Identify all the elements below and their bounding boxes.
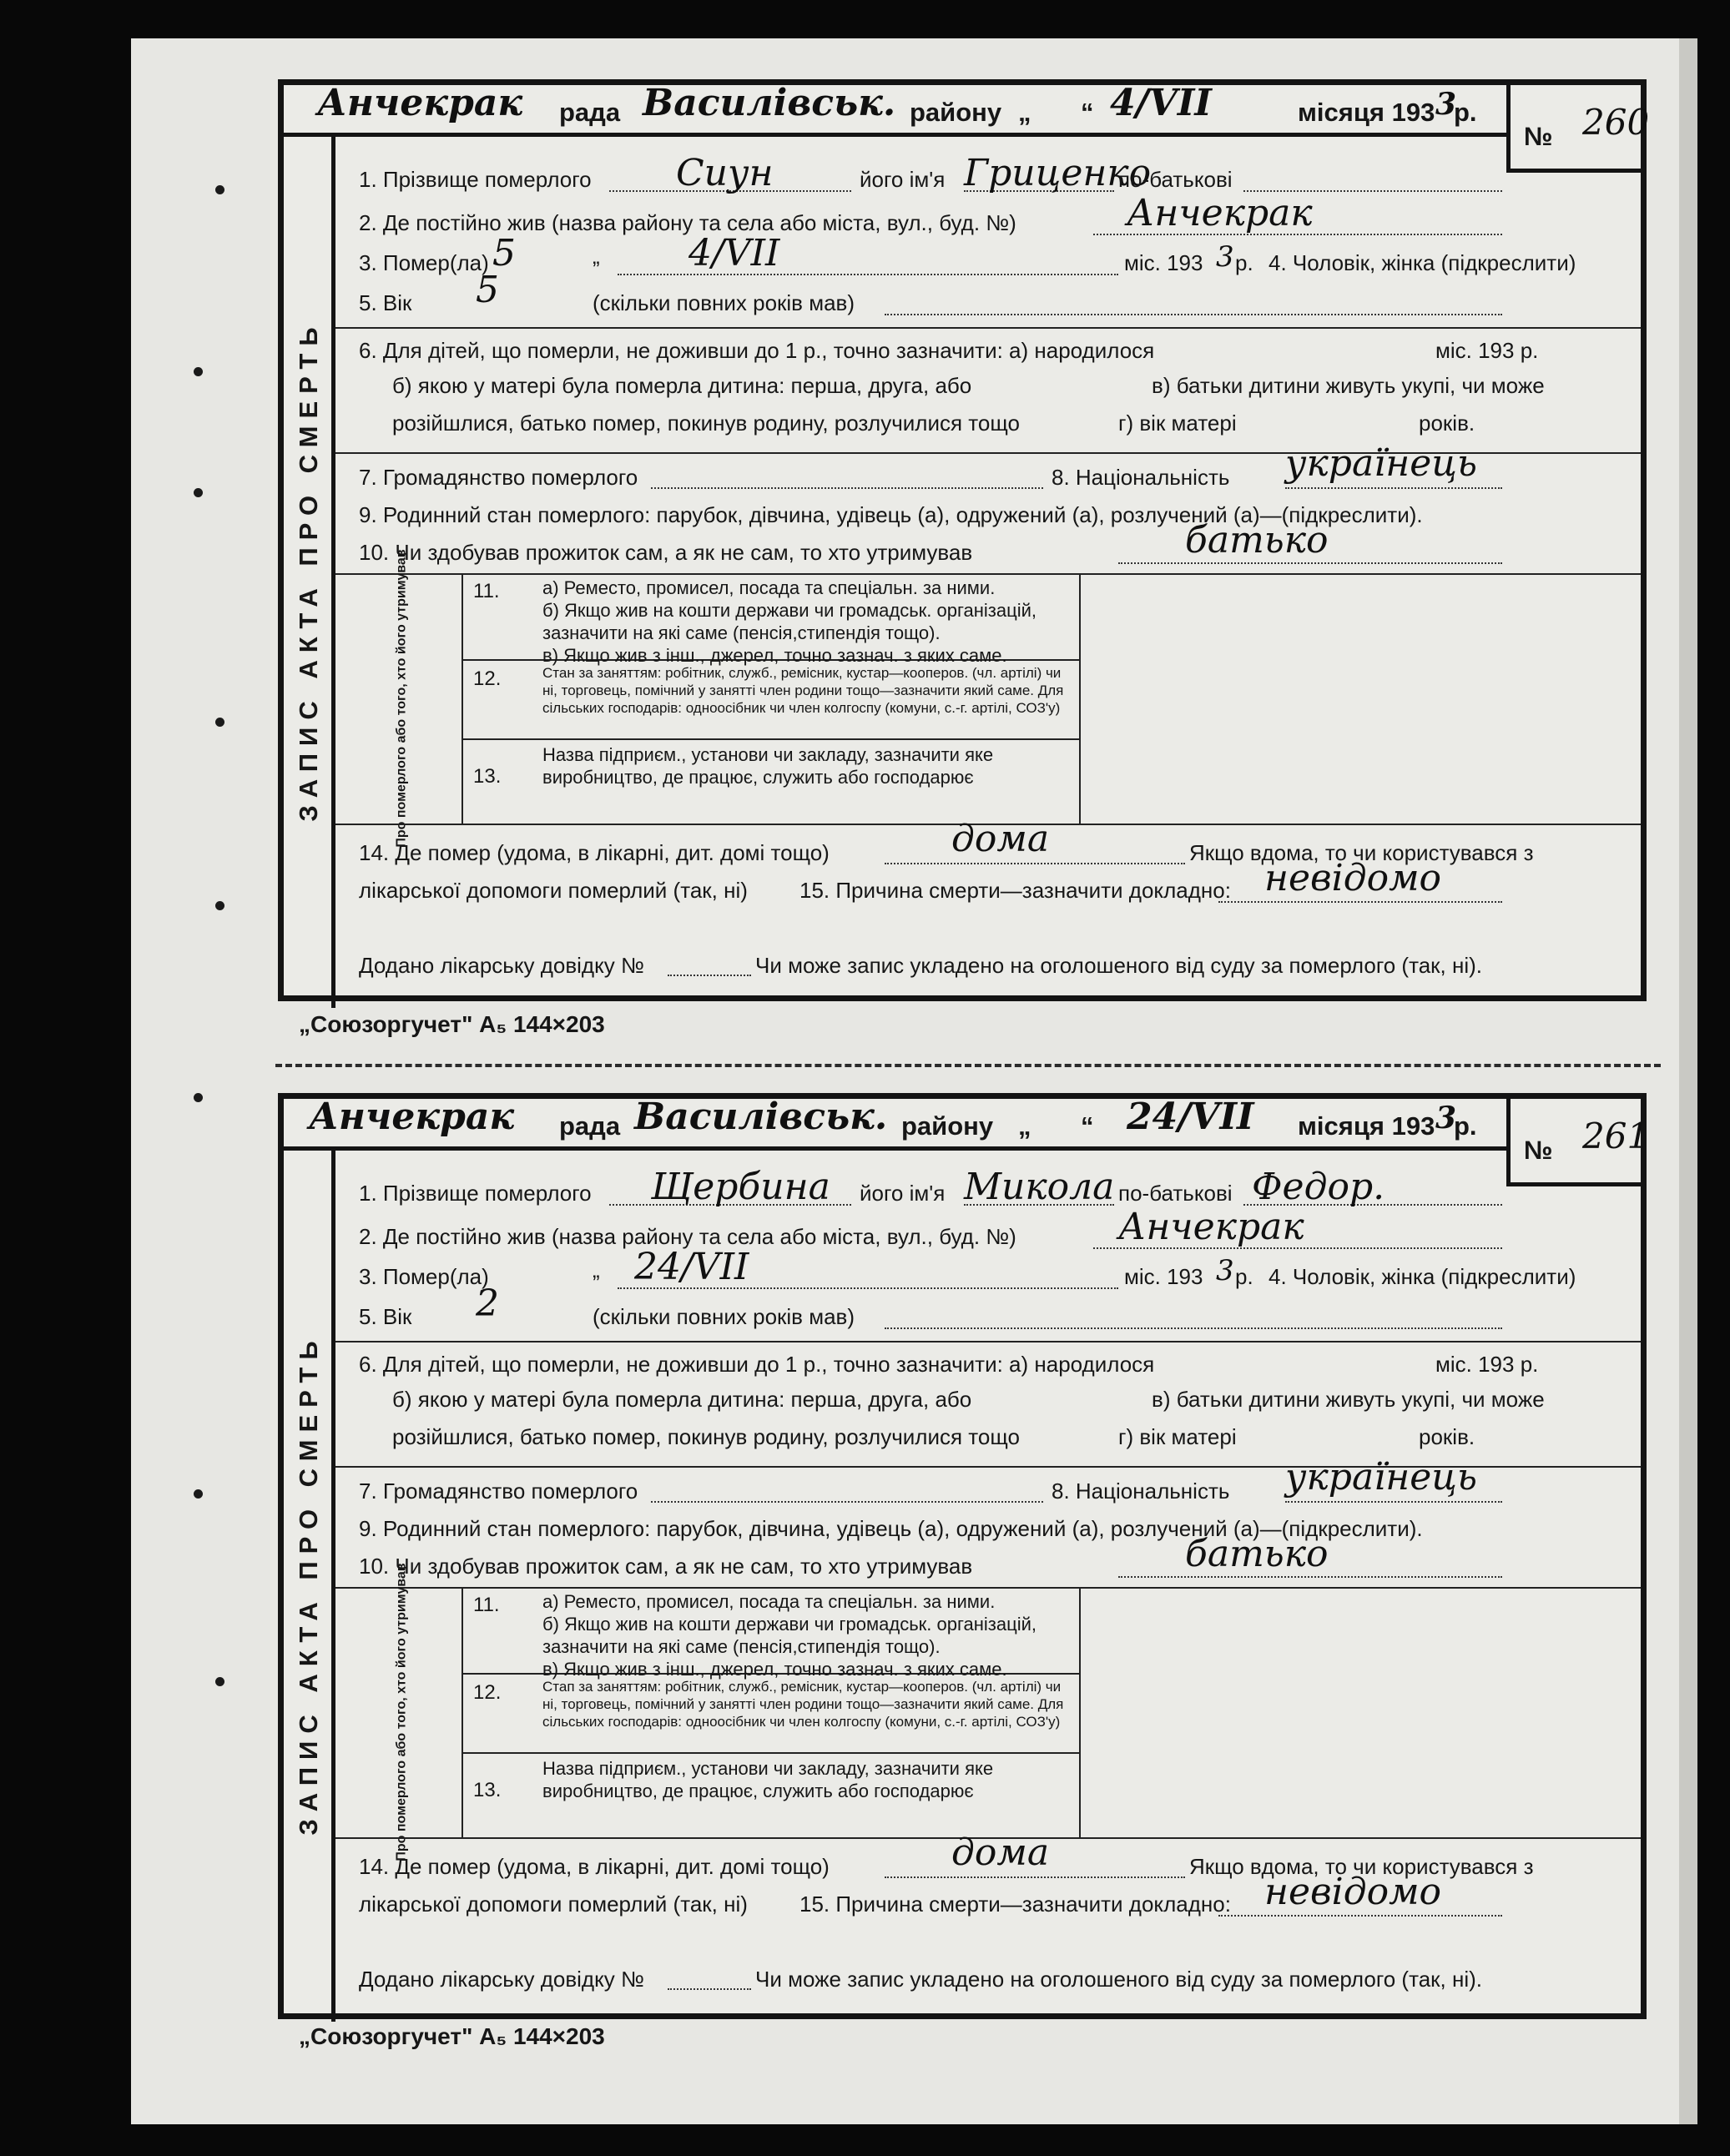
death-record-260 xyxy=(278,79,1650,1001)
year-suffix: р. xyxy=(1454,1111,1477,1141)
field-13-cell xyxy=(463,740,1081,824)
cause-line xyxy=(1218,901,1502,903)
field-13-number: 13. xyxy=(473,765,502,788)
deceased-surname: Сиун xyxy=(676,152,774,194)
side-title-column xyxy=(284,1151,335,2022)
occupation-table xyxy=(463,1587,1081,1837)
quote-open: „ xyxy=(1018,98,1031,127)
footer-court: Чи може запис укладено на оголошеного від суду за померлого (так, ні). xyxy=(755,953,1482,978)
nationality-line xyxy=(1285,1501,1502,1503)
cause-value: невідомо xyxy=(1264,1871,1442,1913)
year-suffix: р. xyxy=(1454,98,1477,127)
binding-hole xyxy=(194,367,203,376)
field-6-line3c: років. xyxy=(1419,411,1475,436)
field-14-label-end: Якщо вдома, то чи користувався з xyxy=(1189,840,1534,865)
field-6-line1: 6. Для дітей, що померли, не доживши до 1 р., точно зазначити: а) народилося xyxy=(359,1352,1155,1377)
rayon-name: Василівськ. xyxy=(643,82,896,124)
age-line xyxy=(885,314,1502,315)
field-7-label: 7. Громадянство померлого xyxy=(359,1478,638,1504)
field-11-cell xyxy=(463,573,1081,666)
field-12-number: 12. xyxy=(473,1681,502,1704)
deceased-name: Микола xyxy=(964,1166,1115,1208)
page-edge xyxy=(1679,38,1697,2124)
field-2-label: 2. Де постійно жив (назва району та села або міста, вул., буд. №) xyxy=(359,210,1016,235)
occupation-table xyxy=(463,573,1081,824)
field-7-label: 7. Громадянство померлого xyxy=(359,465,638,490)
nationality-value: українець xyxy=(1285,442,1477,485)
form-caption: „Союзоргучет" А₅ 144×203 xyxy=(299,1011,605,1037)
binding-hole xyxy=(215,1677,224,1686)
certificate-line xyxy=(668,975,751,976)
field-6-line1: 6. Для дітей, що померли, не доживши до 1 р., точно зазначити: а) народилося xyxy=(359,338,1155,363)
rada-label: рада xyxy=(559,98,621,127)
village-name: Анчекрак xyxy=(309,1096,515,1138)
side-title: ЗАПИС АКТА ПРО СМЕРТЬ xyxy=(294,1333,323,1836)
record-date: 4/VII xyxy=(1110,82,1212,124)
field-6-line3a: розійшлися, батько помер, покинув родину, розлучилися тощо xyxy=(392,411,1020,436)
citizenship-line xyxy=(651,1501,1043,1503)
death-place-line xyxy=(885,863,1185,864)
deceased-name: Гриценко xyxy=(964,152,1152,194)
death-record-261 xyxy=(278,1093,1650,2019)
number-label: № xyxy=(1524,1136,1553,1165)
field-14-label: 14. Де помер (удома, в лікарні, дит. домі тощо) xyxy=(359,1854,830,1879)
death-year-digit: 3 xyxy=(1216,1254,1234,1287)
footer-certificate: Додано лікарську довідку № xyxy=(359,1967,644,1992)
field-6-line3b: г) вік матері xyxy=(1118,411,1237,436)
death-place-value: дома xyxy=(951,818,1050,860)
rayon-label: району xyxy=(910,98,1002,127)
cut-line xyxy=(275,1064,1661,1067)
field-15-label-a: лікарської допомоги померлий (так, ні) xyxy=(359,1892,748,1917)
field-6-line3b: г) вік матері xyxy=(1118,1424,1237,1449)
support-line xyxy=(1118,562,1502,564)
name-label: його ім'я xyxy=(860,167,946,192)
field-2-label: 2. Де постійно жив (назва району та села або міста, вул., буд. №) xyxy=(359,1224,1016,1249)
field-4-sex: 4. Чоловік, жінка (підкреслити) xyxy=(1268,1264,1576,1289)
age-value: 2 xyxy=(476,1282,499,1325)
death-place-line xyxy=(885,1876,1185,1878)
record-number-box xyxy=(1506,85,1650,173)
field-6-line2a: б) якою у матері була померла дитина: перша, друга, або xyxy=(392,373,972,398)
death-date: 24/VII xyxy=(634,1246,749,1288)
field-4-sex: 4. Чоловік, жінка (підкреслити) xyxy=(1268,250,1576,275)
field-8-label: 8. Національність xyxy=(1052,465,1230,490)
record-number-box xyxy=(1506,1099,1650,1186)
death-year-digit: 3 xyxy=(1216,240,1234,274)
village-name: Анчекрак xyxy=(317,82,523,124)
field-11-number: 11. xyxy=(473,580,500,602)
field-9-label: 9. Родинний стан померлого: парубок, дівчина, удівець (а), одружений (а), розлучений (а)—(підкреслити). xyxy=(359,502,1423,527)
age-hint: (скільки повних років мав) xyxy=(593,1304,855,1329)
field-6-line1-end: міс. 193 р. xyxy=(1435,1352,1539,1377)
side-title-column xyxy=(284,137,335,1008)
nationality-value: українець xyxy=(1285,1456,1477,1499)
deceased-patronymic: Федор. xyxy=(1252,1166,1385,1208)
field-8-label: 8. Національність xyxy=(1052,1478,1230,1504)
certificate-line xyxy=(668,1988,751,1990)
nationality-line xyxy=(1285,487,1502,489)
field-1-label: 1. Прізвище померлого xyxy=(359,1181,592,1206)
record-number: 260 xyxy=(1582,102,1650,143)
field-6-line3a: розійшлися, батько помер, покинув родину, розлучилися тощо xyxy=(392,1424,1020,1449)
field-14-label: 14. Де помер (удома, в лікарні, дит. домі тощо) xyxy=(359,840,830,865)
support-value: батько xyxy=(1185,1533,1329,1575)
footer-court: Чи може запис укладено на оголошеного від суду за померлого (так, ні). xyxy=(755,1967,1482,1992)
patronymic-label: по-батькові xyxy=(1118,1181,1233,1206)
side-title: ЗАПИС АКТА ПРО СМЕРТЬ xyxy=(294,320,323,822)
field-12-cell xyxy=(463,661,1081,740)
field-11-text: а) Реместо, промисел, посада та спеціальн. за ними. б) Якщо жив на кошти держави чи громадськ. організацій, зазначити на які саме (пенсія,стипендія тощо). в) Якщо жив з інш., джерел, точно зазнач. з яких саме. xyxy=(542,1591,1037,1680)
death-year-suffix: р. xyxy=(1235,1264,1253,1289)
death-place-value: дома xyxy=(951,1831,1050,1874)
rayon-label: району xyxy=(901,1111,994,1141)
record-date: 24/VII xyxy=(1127,1096,1254,1138)
sub-section-title: Про померлого або того, хто його утримував xyxy=(394,549,409,848)
binding-hole xyxy=(215,185,224,194)
death-month-label: міс. 193 xyxy=(1124,250,1203,275)
field-3-label: 3. Помер(ла) xyxy=(359,1264,489,1289)
binding-hole xyxy=(215,901,224,910)
death-month-label: міс. 193 xyxy=(1124,1264,1203,1289)
record-header xyxy=(284,1096,1506,1151)
field-10-label: 10. Чи здобував прожиток сам, а як не сам, то хто утримував xyxy=(359,1554,973,1579)
record-number: 261 xyxy=(1582,1116,1650,1156)
cause-line xyxy=(1218,1915,1502,1917)
binding-hole xyxy=(194,1093,203,1102)
field-6-line2b: в) батьки дитини живуть укупі, чи може xyxy=(1152,373,1545,398)
field-1-label: 1. Прізвище померлого xyxy=(359,167,592,192)
sub-section-label xyxy=(340,549,463,848)
field-6-line2a: б) якою у матері була померла дитина: перша, друга, або xyxy=(392,1387,972,1412)
binding-hole xyxy=(194,488,203,497)
patronymic-label: по-батькові xyxy=(1118,167,1233,192)
field-10-label: 10. Чи здобував прожиток сам, а як не сам, то хто утримував xyxy=(359,540,973,565)
age-line xyxy=(885,1327,1502,1329)
age-hint: (скільки повних років мав) xyxy=(593,290,855,315)
rayon-name: Василівськ. xyxy=(634,1096,888,1138)
field-14-label-end: Якщо вдома, то чи користувався з xyxy=(1189,1854,1534,1879)
field-9-label: 9. Родинний стан померлого: парубок, дівчина, удівець (а), одружений (а), розлучений (а)—(підкреслити). xyxy=(359,1516,1423,1541)
quote-mark: „ xyxy=(593,1257,600,1282)
name-label: його ім'я xyxy=(860,1181,946,1206)
deceased-surname: Щербина xyxy=(651,1166,830,1208)
quote-close: “ xyxy=(1081,1111,1094,1141)
field-6-line3c: років. xyxy=(1419,1424,1475,1449)
field-12-text: Стап за заняттям: робітник, служб., ремісник, кустар—кооперов. (чл. артілі) чи ні, торговець, помічний у занятті член родини тощо—зазначити який саме. Для сільських господарів: одноосібник чи член колгоспу (комуни, с.-г. артілі, СОЗ'у) xyxy=(542,1679,1064,1730)
citizenship-line xyxy=(651,487,1043,489)
death-date: 4/VII xyxy=(688,232,780,275)
field-11-number: 11. xyxy=(473,1594,500,1616)
binding-hole xyxy=(194,1489,203,1499)
field-6-line2b: в) батьки дитини живуть укупі, чи може xyxy=(1152,1387,1545,1412)
field-13-text: Назва підприєм., установи чи закладу, зазначити яке виробництво, де працює, служить або господарює xyxy=(542,744,994,788)
month-label: місяця 193 xyxy=(1298,98,1435,127)
quote-open: „ xyxy=(1018,1111,1031,1141)
support-line xyxy=(1118,1576,1502,1578)
field-12-text: Стан за заняттям: робітник, служб., ремісник, кустар—кооперов. (чл. артілі) чи ні, торговець, помічний у занятті член родини тощо—зазначити який саме. Для сільських господарів: одноосібник чи член колгоспу (комуни, с.-г. артілі, СОЗ'у) xyxy=(542,665,1064,716)
field-5-label: 5. Вік xyxy=(359,1304,412,1329)
sub-section-label xyxy=(340,1563,463,1861)
field-13-number: 13. xyxy=(473,1779,502,1801)
field-13-cell xyxy=(463,1754,1081,1837)
residence-value: Анчекрак xyxy=(1127,192,1313,234)
quote-mark: „ xyxy=(593,244,600,269)
field-15-label-b: 15. Причина смерти—зазначити докладно: xyxy=(799,878,1231,903)
field-3-label: 3. Помер(ла) xyxy=(359,250,489,275)
field-6-line1-end: міс. 193 р. xyxy=(1435,338,1539,363)
binding-hole xyxy=(215,718,224,727)
death-year-suffix: р. xyxy=(1235,250,1253,275)
month-label: місяця 193 xyxy=(1298,1111,1435,1141)
form-caption: „Союзоргучет" А₅ 144×203 xyxy=(299,2023,605,2049)
year-digit: 3 xyxy=(1435,87,1457,122)
year-digit: 3 xyxy=(1435,1101,1457,1136)
field-11-text: а) Реместо, промисел, посада та спеціальн. за ними. б) Якщо жив на кошти держави чи громадськ. організацій, зазначити на які саме (пенсія,стипендія тощо). в) Якщо жив з інш., джерел, точно зазнач. з яких саме. xyxy=(542,577,1037,666)
field-15-label-a: лікарської допомоги померлий (так, ні) xyxy=(359,878,748,903)
field-12-number: 12. xyxy=(473,667,502,690)
quote-close: “ xyxy=(1081,98,1094,127)
cause-value: невідомо xyxy=(1264,857,1442,899)
field-15-label-b: 15. Причина смерти—зазначити докладно: xyxy=(799,1892,1231,1917)
field-11-cell xyxy=(463,1587,1081,1680)
number-label: № xyxy=(1524,122,1553,151)
age-value: 5 xyxy=(476,269,499,311)
sub-section-title: Про померлого або того, хто його утримував xyxy=(394,1563,409,1861)
divider xyxy=(335,327,1641,329)
rada-label: рада xyxy=(559,1111,621,1141)
support-value: батько xyxy=(1185,519,1329,562)
record-header xyxy=(284,82,1506,137)
footer-certificate: Додано лікарську довідку № xyxy=(359,953,644,978)
residence-value: Анчекрак xyxy=(1118,1206,1304,1248)
death-day: 5 xyxy=(492,232,516,275)
field-13-text: Назва підприєм., установи чи закладу, зазначити яке виробництво, де працює, служить або господарює xyxy=(542,1758,994,1801)
field-5-label: 5. Вік xyxy=(359,290,412,315)
field-12-cell xyxy=(463,1675,1081,1754)
divider xyxy=(335,1341,1641,1342)
